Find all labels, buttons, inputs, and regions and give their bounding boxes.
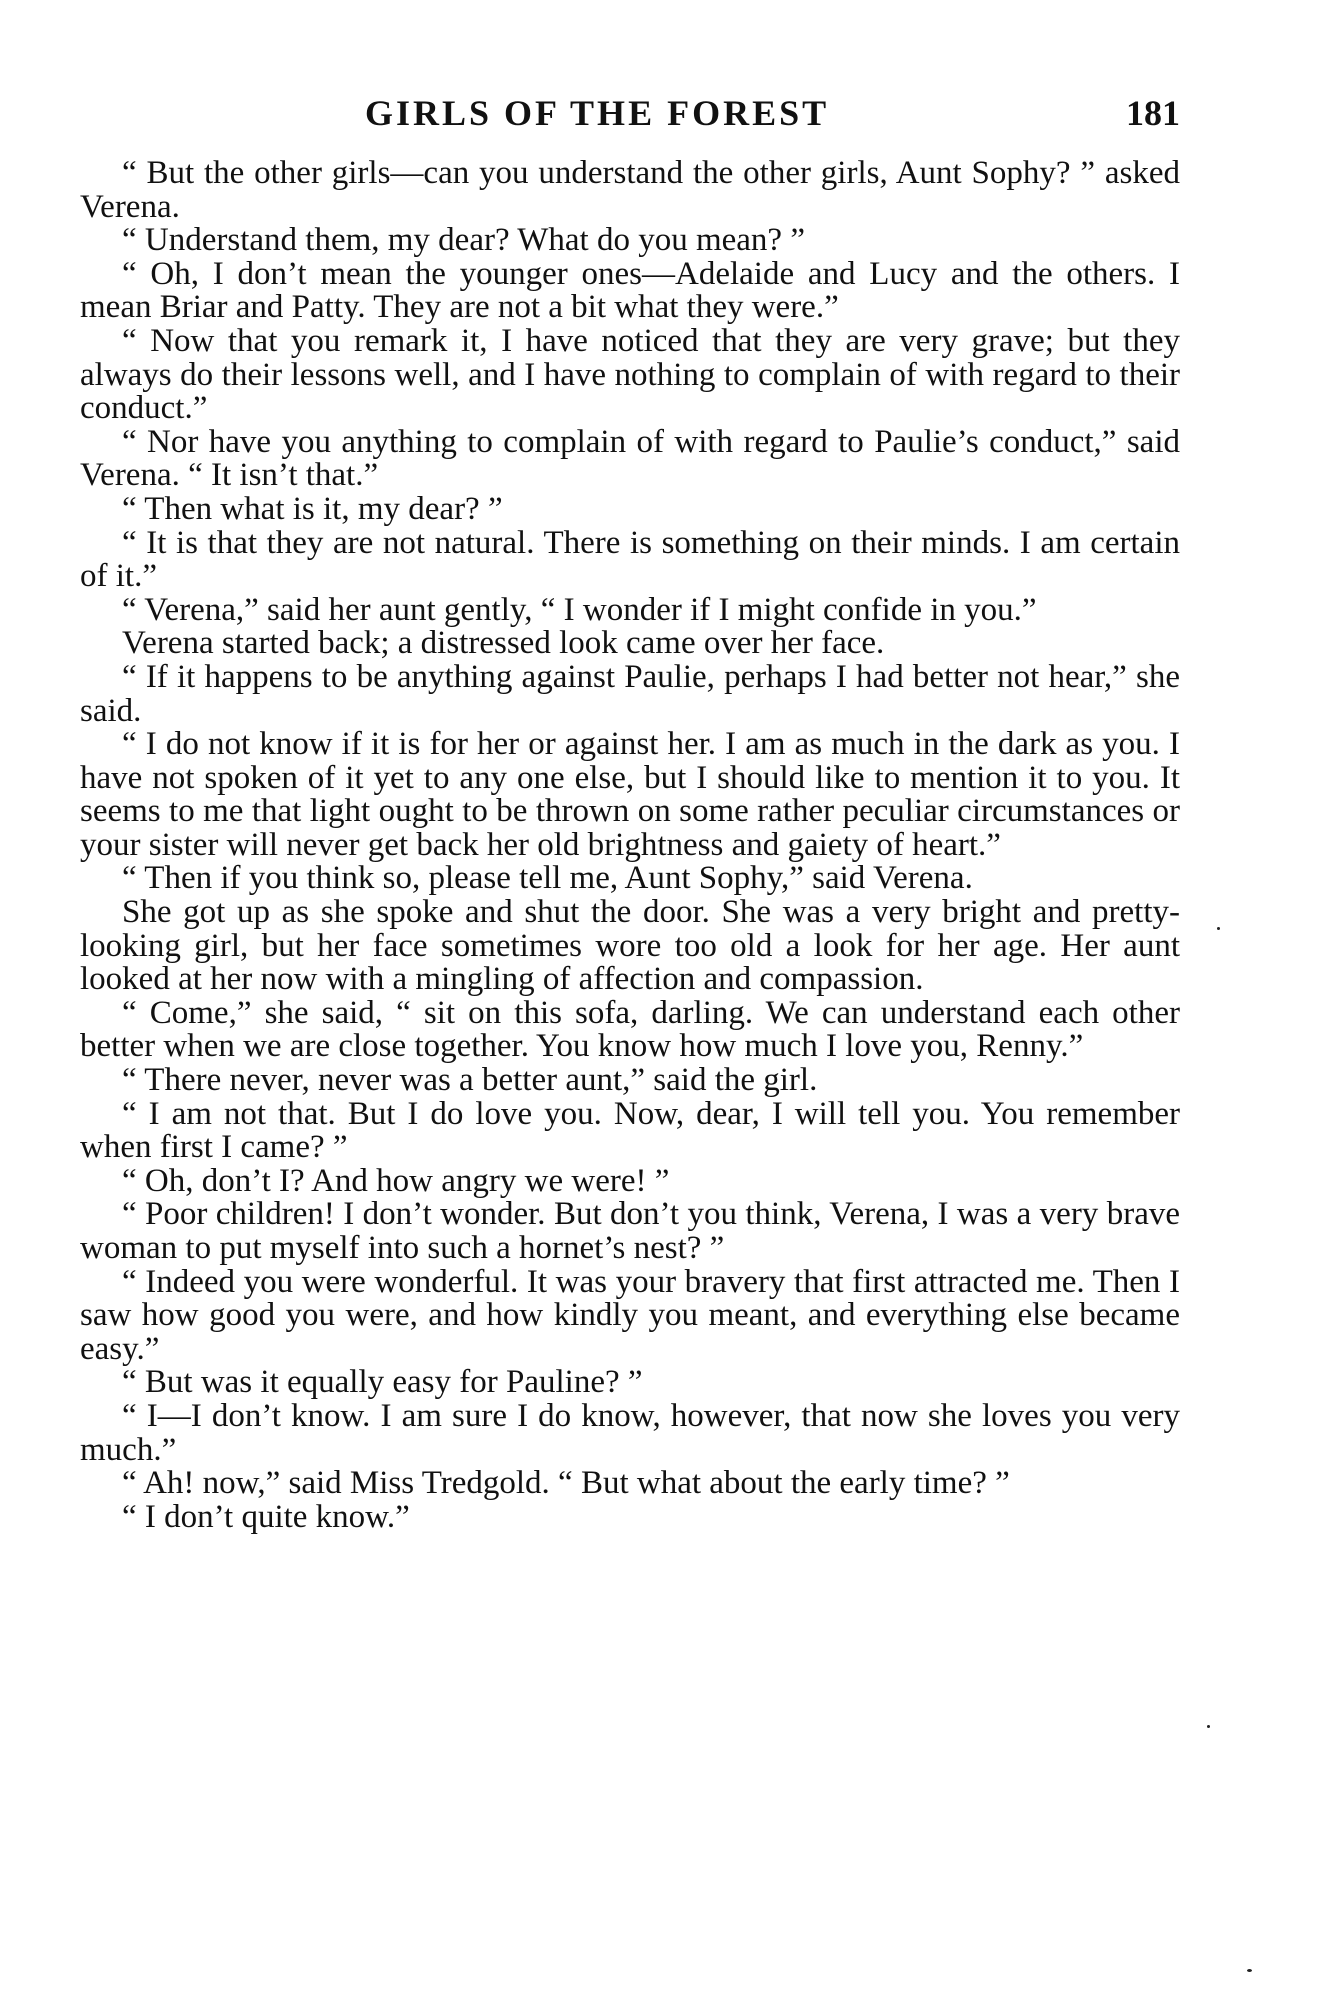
- paragraph: “ Nor have you anything to complain of with regard to Paulie’s conduct,” said Verena. “ It isn’t that.”: [80, 423, 1180, 494]
- paragraph: “ Ah! now,” said Miss Tredgold. “ But what about the early time? ”: [122, 1465, 1010, 1502]
- paragraph: “ I do not know if it is for her or against her. I am as much in the dark as you. I have not spoken of it yet to any one else, but I should like to mention it to you. It seems to me that light ought to be thrown on some rather peculiar circumstances or your sister will never get back her old brightness and gaiety of heart.”: [80, 726, 1180, 863]
- paragraph: “ Poor children! I don’t wonder. But don’t you think, Verena, I was a very brave woman to put myself into such a hornet’s nest? ”: [80, 1196, 1180, 1266]
- paragraph: “ Then what is it, my dear? ”: [122, 490, 503, 527]
- paragraph: “ Then if you think so, please tell me, Aunt Sophy,” said Verena.: [122, 860, 973, 897]
- paragraph: “ But the other girls—can you understand the other girls, Aunt Sophy? ” asked Verena.: [80, 155, 1180, 225]
- paragraph: “ It is that they are not natural. There is something on their minds. I am certain of it.”: [80, 524, 1180, 595]
- paragraph: “ Verena,” said her aunt gently, “ I wonder if I might confide in you.”: [122, 591, 1037, 628]
- page-number: 181: [1126, 93, 1180, 133]
- paragraph: “ Indeed you were wonderful. It was your bravery that first attracted me. Then I saw how good you were, and how kindly you meant, and everything else became easy.”: [80, 1263, 1180, 1367]
- paragraph: Verena started back; a distressed look came over her face.: [122, 625, 885, 662]
- paragraph: “ There never, never was a better aunt,” said the girl.: [122, 1062, 818, 1099]
- paragraph: “ But was it equally easy for Pauline? ”: [122, 1364, 643, 1401]
- paragraph: “ Oh, don’t I? And how angry we were! ”: [122, 1162, 670, 1199]
- paragraph: “ I am not that. But I do love you. Now, dear, I will tell you. You remember when first I came? ”: [80, 1095, 1180, 1166]
- print-speck: [1247, 1969, 1252, 1972]
- page-header: [80, 92, 1180, 142]
- paragraph: She got up as she spoke and shut the door. She was a very bright and pretty-looking girl, but her face sometimes wore too old a look for her age. Her aunt looked at her now with a mingling of affection and compassion.: [80, 894, 1180, 998]
- paragraph: “ Come,” she said, “ sit on this sofa, darling. We can understand each other better when we are close together. You know how much I love you, Renny.”: [80, 994, 1180, 1065]
- paragraph: “ Now that you remark it, I have noticed that they are very grave; but they always do their lessons well, and I have nothing to complain of with regard to their conduct.”: [80, 322, 1180, 427]
- body-text: [80, 157, 1180, 1534]
- paragraph: “ I don’t quite know.”: [122, 1498, 410, 1535]
- paragraph: “ I—I don’t know. I am sure I do know, however, that now she loves you very much.”: [80, 1397, 1180, 1468]
- paragraph: “ If it happens to be anything against Paulie, perhaps I had better not hear,” she said.: [80, 658, 1180, 729]
- paragraph: “ Understand them, my dear? What do you mean? ”: [122, 222, 805, 259]
- print-speck: [1217, 927, 1220, 930]
- paragraph: “ Oh, I don’t mean the younger ones—Adelaide and Lucy and the others. I mean Briar and Patty. They are not a bit what they were.”: [80, 255, 1180, 326]
- print-speck: [1207, 1725, 1210, 1728]
- running-title: GIRLS OF THE FOREST: [365, 93, 830, 133]
